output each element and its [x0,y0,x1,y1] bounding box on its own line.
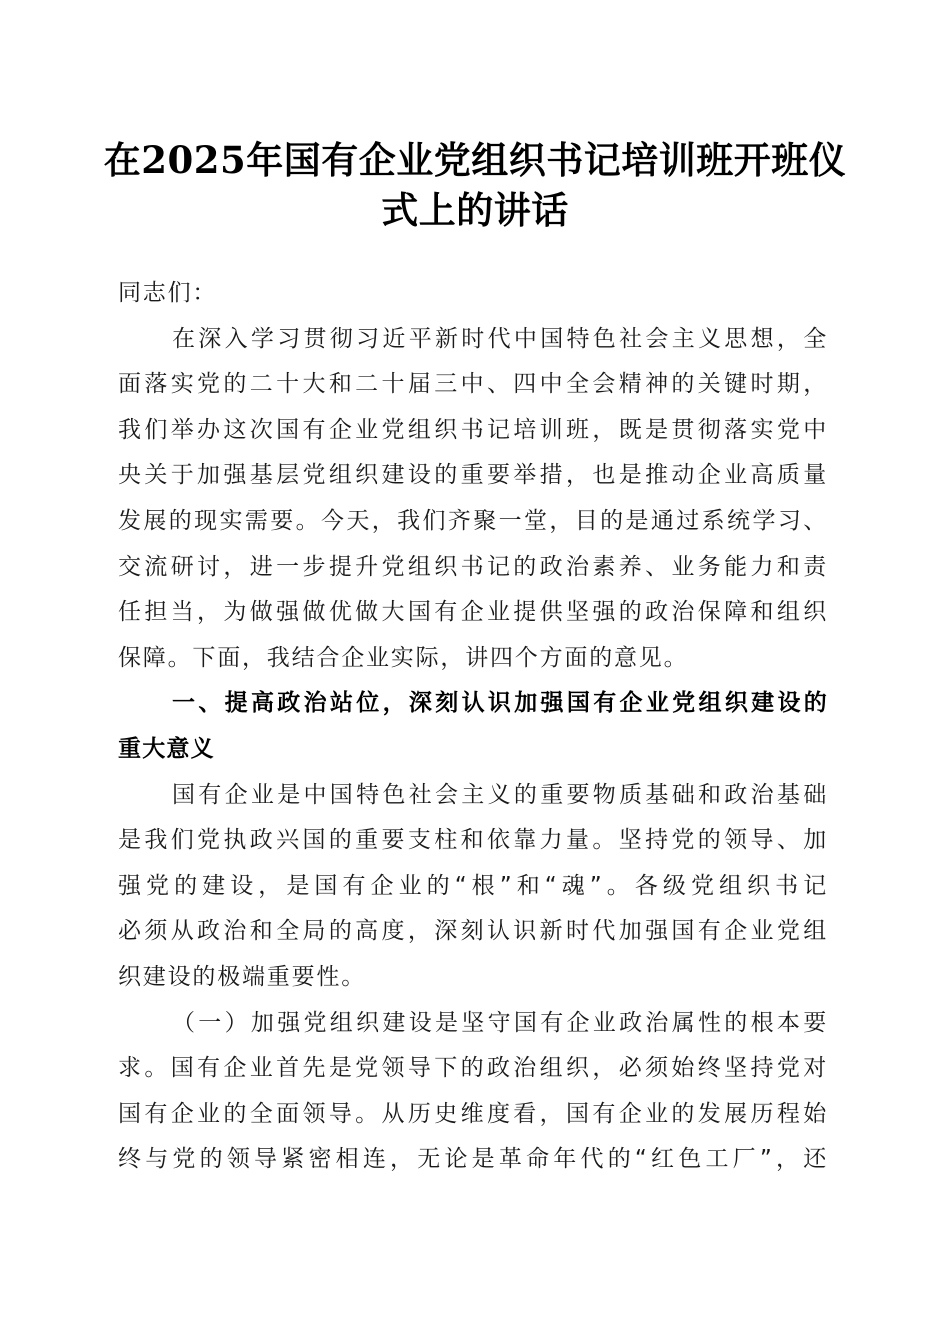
paragraph-line: 任担当，为做强做优做大国有企业提供坚强的政治保障和组织 [118,599,828,626]
document-body [118,271,828,1183]
paragraph-line: 保障。下面，我结合企业实际，讲四个方面的意见。 [118,644,689,671]
paragraph-line: 面落实党的二十大和二十届三中、四中全会精神的关键时期， [118,371,828,398]
document-title [100,135,850,235]
title-line-1: 在2025年国有企业党组织书记培训班开班仪 [103,138,847,182]
section-heading-line: 重大意义 [118,735,215,762]
salutation: 同志们： [118,280,218,306]
title-line-2: 式上的讲话 [381,188,569,232]
paragraph-line: 是我们党执政兴国的重要支柱和依靠力量。坚持党的领导、加 [118,827,828,854]
paragraph-line: 国有企业是中国特色社会主义的重要物质基础和政治基础 [172,781,828,808]
paragraph-line: 必须从政治和全局的高度，深刻认识新时代加强国有企业党组 [118,918,828,945]
section-heading-line: 一、提高政治站位，深刻认识加强国有企业党组织建设的 [172,690,828,717]
paragraph-line: 央关于加强基层党组织建设的重要举措，也是推动企业高质量 [118,462,828,489]
paragraph-line: 求。国有企业首先是党领导下的政治组织，必须始终坚持党对 [118,1055,828,1082]
paragraph-line: 发展的现实需要。今天，我们齐聚一堂，目的是通过系统学习、 [118,507,828,534]
paragraph-line: （一）加强党组织建设是坚守国有企业政治属性的根本要 [172,1009,828,1036]
paragraph-line: 在深入学习贯彻习近平新时代中国特色社会主义思想，全 [172,325,828,352]
paragraph-line: 我们举办这次国有企业党组织书记培训班，既是贯彻落实党中 [118,416,828,443]
paragraph-line: 强党的建设，是国有企业的“根”和“魂”。各级党组织书记 [118,872,828,899]
paragraph-line: 交流研讨，进一步提升党组织书记的政治素养、业务能力和责 [118,553,828,580]
paragraph-line: 终与党的领导紧密相连，无论是革命年代的“红色工厂”，还 [118,1146,828,1173]
paragraph-line: 国有企业的全面领导。从历史维度看，国有企业的发展历程始 [118,1100,828,1127]
paragraph-line: 织建设的极端重要性。 [118,963,366,990]
